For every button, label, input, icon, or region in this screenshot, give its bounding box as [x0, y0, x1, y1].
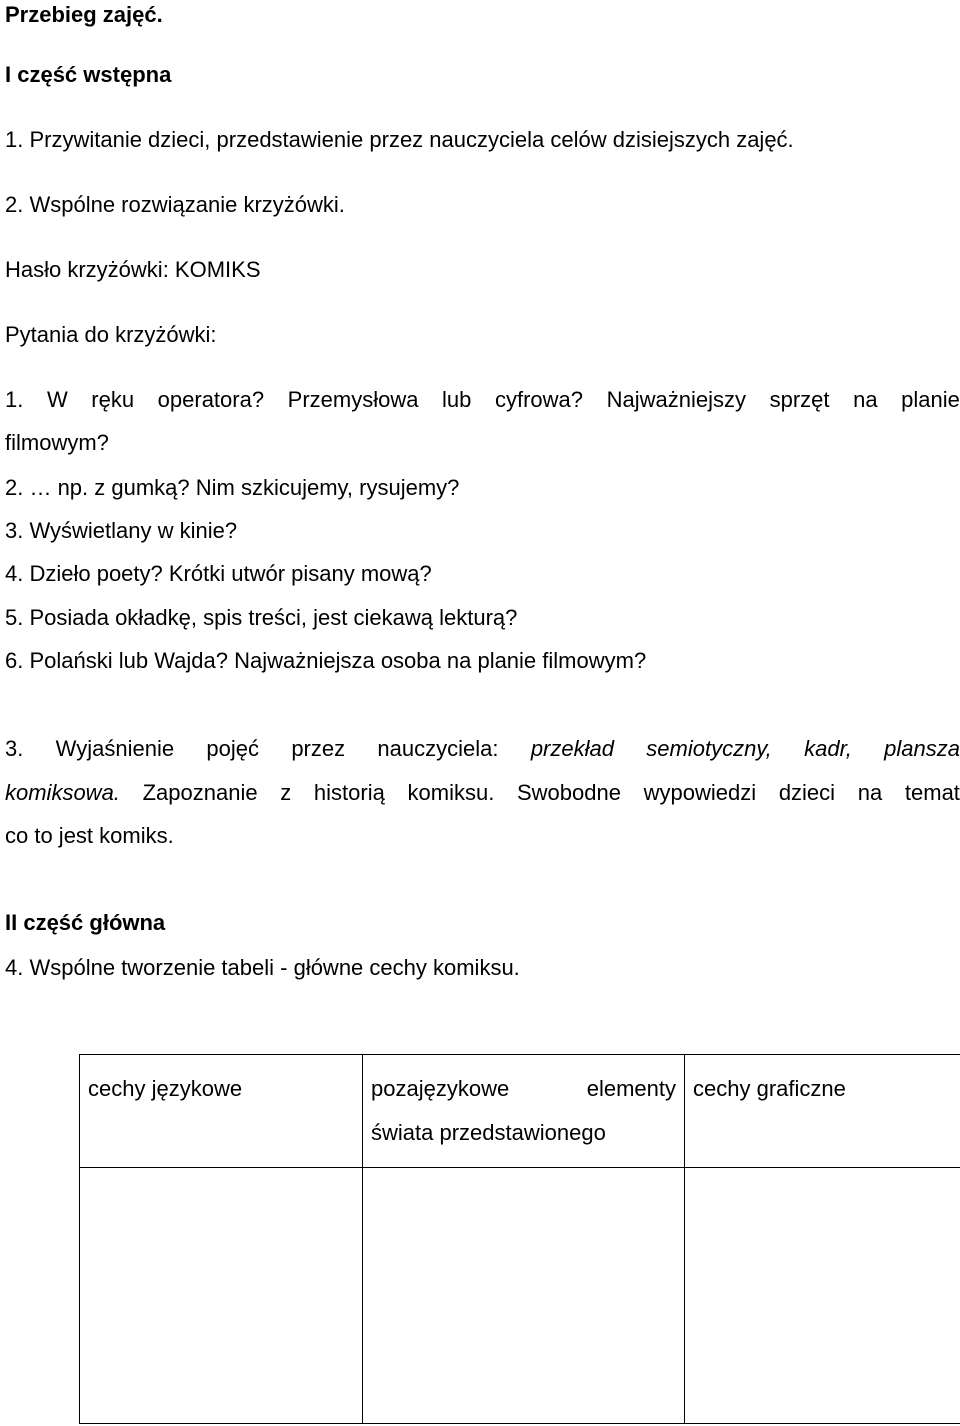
- question-1: [5, 387, 960, 413]
- question-4: 4. Dzieło poety? Krótki utwór pisany mową?: [5, 561, 432, 586]
- question-1-cont: filmowym?: [5, 430, 109, 455]
- item-4: 4. Wspólne tworzenie tabeli - główne cechy komiksu.: [5, 955, 520, 980]
- question-5: 5. Posiada okładkę, spis treści, jest ciekawą lekturą?: [5, 605, 518, 630]
- q1-word: lub: [442, 387, 472, 412]
- q1-word: cyfrowa?: [494, 387, 584, 412]
- item3-word: historią: [313, 780, 385, 805]
- q1-word: 1.: [5, 387, 24, 412]
- table-header-cell: [685, 1055, 960, 1168]
- item3-word: przez: [291, 736, 346, 761]
- col-nonlanguage-word: pozajęzykowe: [371, 1076, 510, 1101]
- item3-italic-word: komiksowa.: [5, 780, 120, 805]
- item3-italic-word: przekład: [530, 736, 614, 761]
- item3-word: Wyjaśnienie: [55, 736, 175, 761]
- item3-word: nauczyciela:: [377, 736, 499, 761]
- col-graphic-features: cechy graficzne: [693, 1076, 846, 1101]
- col-nonlanguage-word: elementy: [586, 1076, 676, 1101]
- page-title: Przebieg zajęć.: [5, 2, 163, 27]
- item3-word: Zapoznanie: [142, 780, 258, 805]
- question-3: 3. Wyświetlany w kinie?: [5, 518, 238, 543]
- item-1: 1. Przywitanie dzieci, przedstawienie przez nauczyciela celów dzisiejszych zajęć.: [5, 127, 794, 152]
- table-header-cell: [80, 1055, 363, 1168]
- table-cell[interactable]: [685, 1168, 960, 1424]
- item3-italic-word: plansza: [884, 736, 960, 761]
- table-cell[interactable]: [363, 1168, 685, 1424]
- part1-heading: I część wstępna: [5, 62, 172, 87]
- item3-word: wypowiedzi: [643, 780, 757, 805]
- item3-word: komiksu.: [407, 780, 495, 805]
- crossword-password: Hasło krzyżówki: KOMIKS: [5, 257, 261, 282]
- table-cell[interactable]: [80, 1168, 363, 1424]
- col-nonlanguage-line: [371, 1067, 676, 1111]
- question-6: 6. Polański lub Wajda? Najważniejsza osoba na planie filmowym?: [5, 648, 647, 673]
- q1-word: ręku: [91, 387, 135, 412]
- item3-word: na: [857, 780, 883, 805]
- col-nonlanguage-line-2: świata przedstawionego: [371, 1120, 606, 1145]
- q1-word: Przemysłowa: [287, 387, 419, 412]
- part2-heading: II część główna: [5, 910, 166, 935]
- item3-word: 3.: [5, 736, 24, 761]
- item-3-line-3: co to jest komiks.: [5, 823, 174, 848]
- item3-word: Swobodne: [516, 780, 621, 805]
- comic-features-table: [79, 1054, 960, 1424]
- item3-italic-word: kadr,: [804, 736, 852, 761]
- q1-word: operatora?: [157, 387, 265, 412]
- q1-word: planie: [901, 387, 960, 412]
- q1-word: na: [853, 387, 878, 412]
- item3-word: dzieci: [778, 780, 836, 805]
- crossword-questions-label: Pytania do krzyżówki:: [5, 322, 217, 347]
- item-3-line-1: [5, 736, 960, 762]
- item3-word: z: [280, 780, 292, 805]
- q1-word: W: [46, 387, 68, 412]
- table-header-row: [80, 1055, 960, 1168]
- q1-word: Najważniejszy: [606, 387, 746, 412]
- table-header-cell: [363, 1055, 685, 1168]
- item3-word: pojęć: [206, 736, 259, 761]
- table-row: [80, 1168, 960, 1424]
- item3-italic-word: semiotyczny,: [646, 736, 772, 761]
- item-3-line-2: [5, 780, 960, 806]
- question-2: 2. … np. z gumką? Nim szkicujemy, rysujemy?: [5, 475, 460, 500]
- q1-word: sprzęt: [769, 387, 830, 412]
- col-language-features: cechy językowe: [88, 1076, 243, 1101]
- item3-word: temat: [904, 780, 960, 805]
- item-2: 2. Wspólne rozwiązanie krzyżówki.: [5, 192, 345, 217]
